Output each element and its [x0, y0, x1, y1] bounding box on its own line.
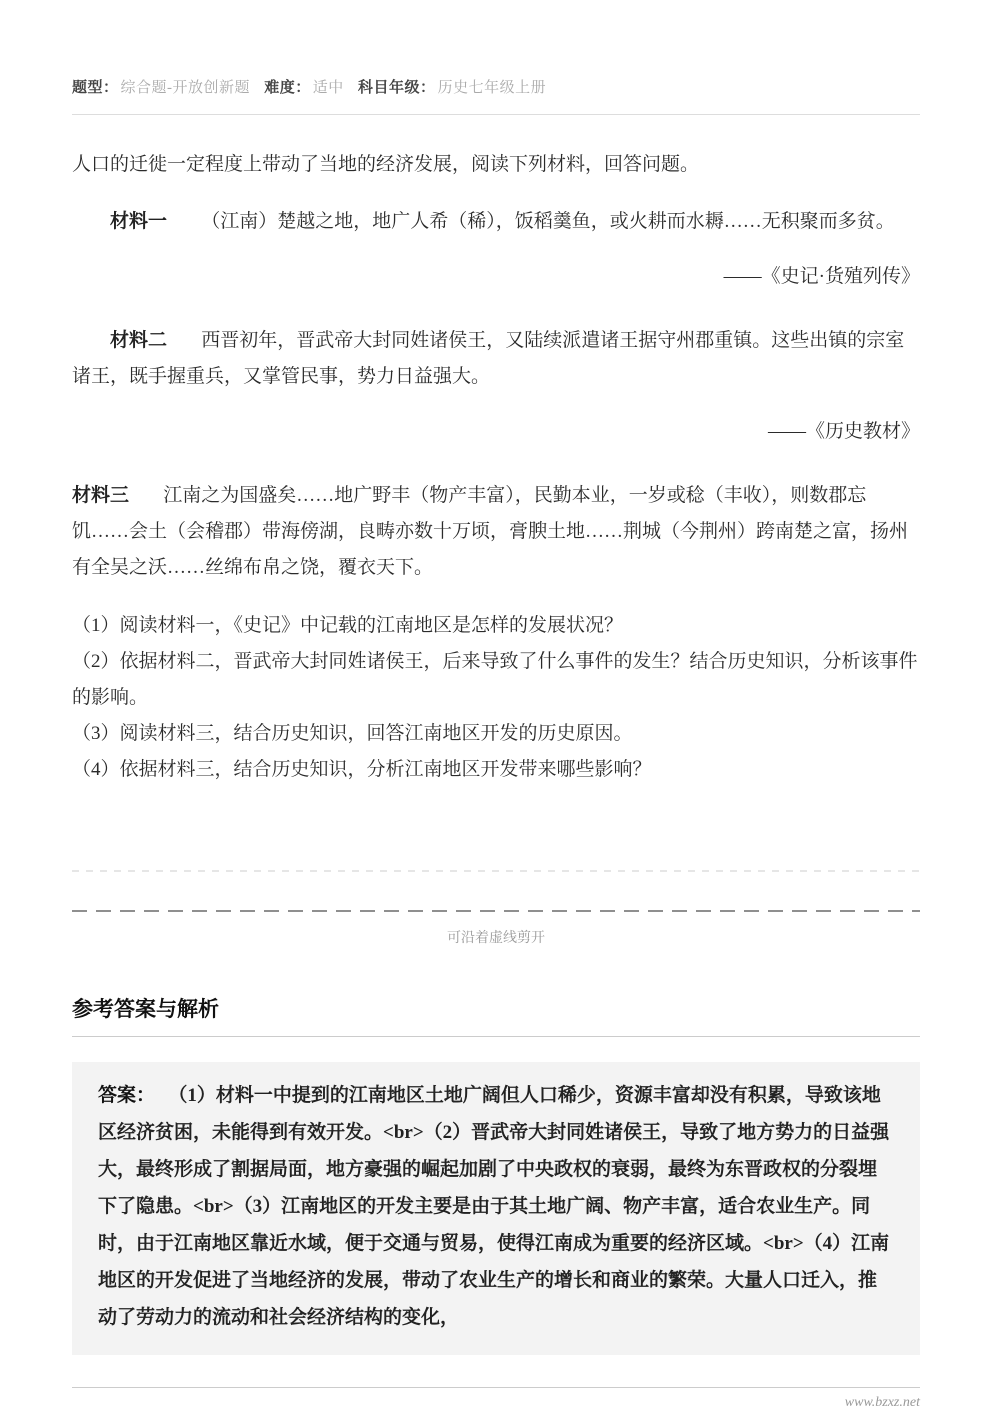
material-2	[72, 323, 920, 450]
answer-section-title: 参考答案与解析	[72, 998, 219, 1021]
page-footer	[72, 1387, 920, 1411]
material-1-source: ——《史记·货殖列传》	[723, 266, 920, 287]
meta-label-difficulty: 难度：	[264, 80, 311, 96]
meta-item-subject-grade	[358, 80, 546, 96]
sub-question-4: （4）依据材料三，结合历史知识，分析江南地区开发带来哪些影响？	[72, 759, 652, 780]
question-body	[72, 147, 920, 788]
answer-label: 答案：	[98, 1085, 156, 1106]
question-intro: 人口的迁徙一定程度上带动了当地的经济发展，阅读下列材料，回答问题。	[72, 154, 700, 175]
material-2-text: 西晋初年，晋武帝大封同姓诸侯王，又陆续派遣诸王据守州郡重镇。这些出镇的宗室诸王，既手握重兵，又掌管民事，势力日益强大。	[72, 330, 905, 387]
sub-questions	[72, 608, 920, 788]
dashed-line-dark	[72, 910, 920, 912]
meta-label-type: 题型：	[72, 80, 119, 96]
header-divider	[72, 114, 920, 115]
meta-value-difficulty: 适中	[312, 80, 344, 96]
meta-value-subject-grade: 历史七年级上册	[437, 80, 547, 96]
material-1-text: （江南）楚越之地，地广人希（稀），饭稻羹鱼，或火耕而水耨……无积聚而多贫。	[201, 211, 895, 232]
material-2-source: ——《历史教材》	[767, 421, 920, 442]
sub-question-3: （3）阅读材料三，结合历史知识，回答江南地区开发的历史原因。	[72, 723, 633, 744]
answer-text: （1）材料一中提到的江南地区土地广阔但人口稀少，资源丰富却没有积累，导致该地区经济贫困，未能得到有效开发。<br>（2）晋武帝大封同姓诸侯王，导致了地方势力的日益强大，最终形成了割据局面，地方豪强的崛起加剧了中央政权的衰弱，最终为东晋政权的分裂埋下了隐患。<br>（3）江南地区的开发主要是由于其土地广阔、物产丰富，适合农业生产。同时，由于江南地区靠近水域，便于交通与贸易，使得江南成为重要的经济区域。<br>（4）江南地区的开发促进了当地经济的发展，带动了农业生产的增长和商业的繁荣。大量人口迁入，推动了劳动力的流动和社会经济结构的变化，	[98, 1085, 890, 1328]
meta-item-type	[72, 80, 254, 96]
question-meta	[72, 0, 920, 97]
material-2-paragraph	[72, 323, 920, 395]
dashed-line-light	[72, 870, 920, 872]
material-3-label: 材料三	[72, 485, 130, 506]
material-2-label: 材料二	[110, 330, 168, 351]
footer-divider	[72, 1387, 920, 1388]
material-1	[72, 204, 920, 295]
answer-section	[72, 993, 920, 1355]
meta-item-difficulty	[264, 80, 348, 96]
answer-box	[72, 1062, 920, 1355]
sub-question-2: （2）依据材料二，晋武帝大封同姓诸侯王，后来导致了什么事件的发生？结合历史知识，分析该事件的影响。	[72, 651, 918, 708]
material-3-paragraph	[72, 478, 920, 586]
meta-value-type: 综合题-开放创新题	[120, 80, 251, 96]
cut-hint-text: 可沿着虚线剪开	[447, 929, 545, 945]
material-1-paragraph	[72, 204, 920, 240]
material-1-label: 材料一	[110, 211, 168, 232]
sub-question-1: （1）阅读材料一，《史记》中记载的江南地区是怎样的发展状况？	[72, 615, 624, 636]
material-3	[72, 478, 920, 586]
meta-label-subject-grade: 科目年级：	[358, 80, 436, 96]
answer-title-divider	[72, 1036, 920, 1037]
material-3-text: 江南之为国盛矣……地广野丰（物产丰富），民勤本业，一岁或稔（丰收），则数郡忘饥……会土（会稽郡）带海傍湖，良畴亦数十万顷，膏腴土地……荆城（今荆州）跨南楚之富，扬州有全吴之沃……丝绵布帛之饶，覆衣天下。	[72, 485, 909, 578]
cut-area	[72, 870, 920, 947]
site-watermark: www.bzxz.net	[844, 1395, 920, 1410]
